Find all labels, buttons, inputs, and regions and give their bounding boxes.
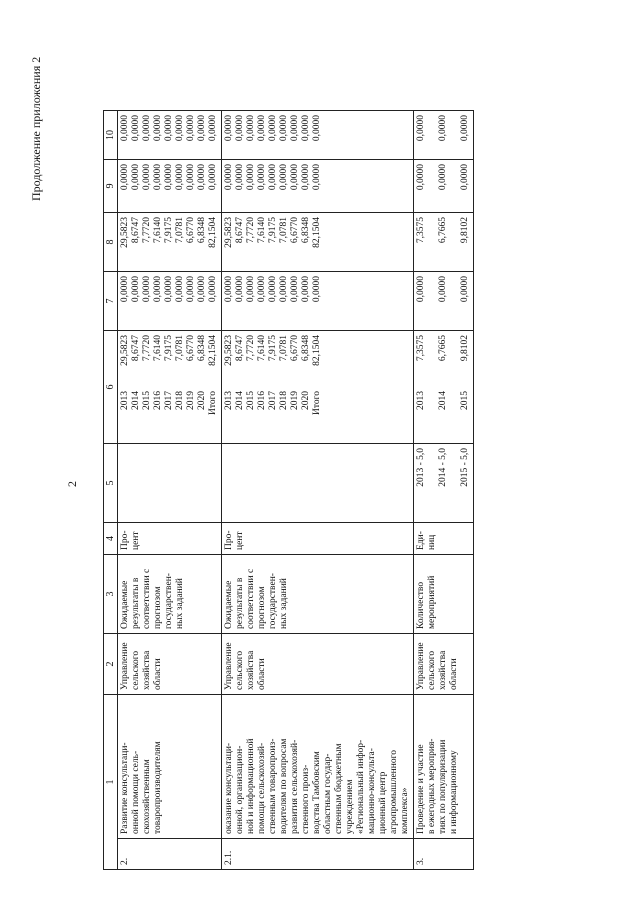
col7-value-line: 0,0000	[460, 276, 470, 303]
total-value-line: 8,6747	[131, 335, 141, 362]
col9-value-line: 0,0000	[164, 164, 174, 191]
year-line: 2020	[197, 391, 207, 410]
executor-line: области	[153, 658, 163, 690]
col10-value	[118, 111, 222, 160]
year-line: 2018	[279, 391, 289, 410]
col9-value-line: 0,0000	[416, 164, 426, 191]
total-value-line: 8,6747	[235, 335, 245, 362]
col8-value-line: 6,6770	[186, 217, 196, 244]
header-row	[104, 111, 118, 870]
col8-value-line: 6,8348	[301, 217, 311, 244]
unit	[118, 523, 222, 555]
activity-name-line: онной помощи сель-	[131, 750, 141, 834]
table-row	[118, 111, 222, 870]
col7-value-line: 0,0000	[301, 276, 311, 303]
year-line: 2013	[416, 391, 426, 410]
activity-name-line: учреждением	[345, 779, 355, 834]
year-line: 2014	[438, 391, 448, 410]
year-line: 2019	[186, 391, 196, 410]
header-cell: 9	[104, 160, 118, 213]
col7-value-line: 0,0000	[164, 276, 174, 303]
activity-name-line: ственного произ-	[301, 764, 311, 834]
indicator-line: Количество	[416, 581, 426, 629]
total-value-line: 7,0781	[279, 335, 289, 362]
col9-value-line: 0,0000	[142, 164, 152, 191]
indicator-line: Ожидаемые	[224, 580, 234, 629]
col10-value-line: 0,0000	[235, 115, 245, 142]
total-value-line: 7,7720	[246, 335, 256, 362]
unit-line: Еди-	[416, 531, 426, 550]
year-line: 2016	[153, 391, 163, 410]
executor-line: Управление	[416, 642, 426, 690]
col8-value-line: 7,6140	[153, 217, 163, 244]
year-line: 2019	[290, 391, 300, 410]
year	[414, 387, 474, 444]
unit	[222, 523, 414, 555]
col7-value-line: 0,0000	[257, 276, 267, 303]
year-line: Итого	[208, 391, 218, 416]
indicator-line: соответствии с	[246, 568, 256, 629]
col10-value-line: 0,0000	[312, 115, 322, 142]
year-line: 2015	[246, 391, 256, 410]
row-number: 2.1.	[222, 839, 414, 870]
col7-value-line: 0,0000	[208, 276, 218, 303]
total-value-line: 7,6140	[153, 335, 163, 362]
col9-value-line: 0,0000	[224, 164, 234, 191]
col10-value-line: 0,0000	[208, 115, 218, 142]
total-value-line: 6,6770	[290, 335, 300, 362]
col7-value-line: 0,0000	[279, 276, 289, 303]
activity-name-line: водителям по вопросам	[279, 738, 289, 834]
col8-value-line	[427, 217, 438, 267]
period-values-line: 2015 - 5,0	[460, 448, 470, 487]
col10-value-line: 0,0000	[197, 115, 207, 142]
table-row	[222, 111, 414, 870]
col9-value	[222, 160, 414, 213]
col8-value-line: 7,9175	[164, 217, 174, 244]
activity-name	[118, 695, 222, 839]
unit-line: цент	[131, 531, 141, 550]
total-value-line: 82,1504	[208, 335, 218, 366]
col10-value-line: 0,0000	[301, 115, 311, 142]
col10-value-line: 0,0000	[186, 115, 196, 142]
col7-value-line: 0,0000	[246, 276, 256, 303]
col7-value-line	[449, 276, 460, 326]
total-value-line: 6,7665	[438, 335, 448, 362]
col9-value-line	[427, 164, 438, 208]
activity-name-line: скохозяйственным	[142, 759, 152, 834]
period-values-line	[449, 448, 460, 518]
unit-line: ниц	[427, 534, 437, 550]
indicator	[222, 555, 414, 634]
col7-value-line: 0,0000	[197, 276, 207, 303]
col7-value	[414, 272, 474, 331]
col7-value-line	[427, 276, 438, 326]
total-value-line: 7,9175	[268, 335, 278, 362]
col10-value-line: 0,0000	[153, 115, 163, 142]
year-line: 2014	[235, 391, 245, 410]
col8-value-line: 7,0781	[175, 217, 185, 244]
program-table	[103, 110, 474, 870]
col7-value-line: 0,0000	[438, 276, 448, 303]
indicator-line: ных заданий	[175, 578, 185, 629]
col8-value	[118, 213, 222, 272]
executor-line: сельского	[131, 650, 141, 690]
executor	[118, 634, 222, 695]
col7-value-line: 0,0000	[120, 276, 130, 303]
header-cell: 3	[104, 555, 118, 634]
activity-name-line: областным государ-	[323, 753, 333, 834]
indicator-line: соответствии с	[142, 568, 152, 629]
executor-line: сельского	[427, 650, 437, 690]
total-value-line: 7,0781	[175, 335, 185, 362]
year-line: 2017	[164, 391, 174, 410]
activity-name-line: Развитие консультаци-	[120, 742, 130, 834]
activity-name	[414, 695, 474, 839]
executor-line: хозяйства	[142, 650, 152, 690]
col8-value-line: 29,5823	[120, 217, 130, 248]
activity-name-line: товаропроизводителям	[153, 741, 163, 834]
total-value	[222, 331, 414, 388]
activity-name-line: в ежегодных мероприя-	[427, 738, 437, 834]
col8-value-line: 82,1504	[208, 217, 218, 248]
total-value	[414, 331, 474, 388]
total-value-line	[427, 335, 438, 383]
col8-value-line: 29,5823	[224, 217, 234, 248]
total-value-line: 6,8348	[301, 335, 311, 362]
total-value-line: 7,9175	[164, 335, 174, 362]
col10-value	[414, 111, 474, 160]
col8-value-line: 9,8102	[460, 217, 470, 244]
col9-value-line: 0,0000	[301, 164, 311, 191]
col9-value-line: 0,0000	[460, 164, 470, 191]
col7-value-line: 0,0000	[224, 276, 234, 303]
activity-name-line: Проведение и участие	[416, 744, 426, 834]
col9-value-line: 0,0000	[257, 164, 267, 191]
header-cell: 2	[104, 634, 118, 695]
total-value-line: 29,5823	[120, 335, 130, 366]
total-value	[118, 331, 222, 388]
total-value-line: 29,5823	[224, 335, 234, 366]
year-line: 2018	[175, 391, 185, 410]
col10-value-line	[427, 115, 438, 155]
col9-value-line: 0,0000	[186, 164, 196, 191]
col9-value-line: 0,0000	[290, 164, 300, 191]
col10-value-line: 0,0000	[290, 115, 300, 142]
row-number: 3.	[414, 839, 474, 870]
year	[222, 387, 414, 444]
col9-value-line: 0,0000	[268, 164, 278, 191]
indicator	[414, 555, 474, 634]
col9-value	[118, 160, 222, 213]
indicator-line: прогнозом	[257, 586, 267, 629]
executor	[414, 634, 474, 695]
year-line: 2015	[142, 391, 152, 410]
activity-name-line: ственным бюджетным	[334, 743, 344, 834]
activity-name-line: «Региональный инфор-	[356, 739, 366, 834]
unit-line: цент	[235, 531, 245, 550]
col10-value-line	[449, 115, 460, 155]
col9-value-line: 0,0000	[208, 164, 218, 191]
col8-value-line: 6,6770	[290, 217, 300, 244]
col7-value-line: 0,0000	[153, 276, 163, 303]
col8-value	[414, 213, 474, 272]
total-value-line: 82,1504	[312, 335, 322, 366]
col7-value-line: 0,0000	[268, 276, 278, 303]
activity-name-line: агропромышленного	[389, 749, 399, 834]
activity-name-line: и информационному	[449, 750, 459, 834]
header-cell: 8	[104, 213, 118, 272]
indicator-line: государствен-	[268, 573, 278, 629]
executor-line: сельского	[235, 650, 245, 690]
col8-value-line: 7,7720	[142, 217, 152, 244]
activity-name-line: ственным товаропроиз-	[268, 738, 278, 834]
header-cell: 7	[104, 272, 118, 331]
total-value-line: 6,8348	[197, 335, 207, 362]
col10-value-line: 0,0000	[164, 115, 174, 142]
col10-value-line: 0,0000	[142, 115, 152, 142]
indicator-line: ных заданий	[279, 578, 289, 629]
unit-line: Про-	[120, 530, 130, 550]
activity-name-line: оказание консультаци-	[224, 742, 234, 834]
period-values-line	[427, 448, 438, 518]
col9-value-line: 0,0000	[120, 164, 130, 191]
total-value-line: 6,6770	[186, 335, 196, 362]
year-line: 2013	[120, 391, 130, 410]
indicator-line: государствен-	[164, 573, 174, 629]
col8-value-line	[449, 217, 460, 267]
activity-name-line: онной, организацион-	[235, 745, 245, 834]
activity-name-line: развития сельскохозяй-	[290, 739, 300, 834]
indicator-line: прогнозом	[153, 586, 163, 629]
year-line: 2020	[301, 391, 311, 410]
year-line: 2017	[268, 391, 278, 410]
col10-value-line: 0,0000	[224, 115, 234, 142]
col10-value-line: 0,0000	[257, 115, 267, 142]
col8-value-line: 8,6747	[131, 217, 141, 244]
total-value-line: 7,3575	[416, 335, 426, 362]
col7-value	[222, 272, 414, 331]
col10-value-line: 0,0000	[131, 115, 141, 142]
col7-value-line: 0,0000	[175, 276, 185, 303]
period-values-line: 2014 - 5,0	[438, 448, 448, 487]
col10-value	[222, 111, 414, 160]
activity-name-line: тиях по популяризации	[438, 739, 448, 834]
col9-value-line	[449, 164, 460, 208]
year	[118, 387, 222, 444]
period-values	[118, 444, 222, 523]
col10-value-line: 0,0000	[120, 115, 130, 142]
header-cell: 1	[104, 695, 118, 870]
header-cell: 5	[104, 444, 118, 523]
executor-line: области	[257, 658, 267, 690]
activity-name-line: помощи сельскохозяй-	[257, 742, 267, 834]
col8-value-line: 8,6747	[235, 217, 245, 244]
header-cell: 4	[104, 523, 118, 555]
continuation-title: Продолжение приложения 2	[29, 56, 43, 201]
indicator-line: Ожидаемые	[120, 580, 130, 629]
col7-value-line: 0,0000	[416, 276, 426, 303]
col7-value-line: 0,0000	[186, 276, 196, 303]
activity-name	[222, 695, 414, 839]
table-row	[414, 111, 474, 870]
unit	[414, 523, 474, 555]
executor-line: области	[449, 658, 459, 690]
col7-value	[118, 272, 222, 331]
year-line: 2014	[131, 391, 141, 410]
executor-line: Управление	[224, 642, 234, 690]
col8-value-line: 6,7665	[438, 217, 448, 244]
col9-value-line: 0,0000	[438, 164, 448, 191]
col9-value-line: 0,0000	[197, 164, 207, 191]
col7-value-line: 0,0000	[290, 276, 300, 303]
period-values-line: 2013 - 5,0	[416, 448, 426, 487]
unit-line: Про-	[224, 530, 234, 550]
col7-value-line: 0,0000	[235, 276, 245, 303]
col9-value-line: 0,0000	[246, 164, 256, 191]
indicator-line: мероприятий	[427, 575, 437, 629]
col10-value-line: 0,0000	[460, 115, 470, 142]
col10-value-line: 0,0000	[268, 115, 278, 142]
activity-name-line: ной и информационной	[246, 738, 256, 834]
year-line: 2015	[460, 391, 470, 410]
col10-value-line: 0,0000	[246, 115, 256, 142]
activity-name-line: водства Тамбовским	[312, 751, 322, 834]
indicator	[118, 555, 222, 634]
executor-line: хозяйства	[246, 650, 256, 690]
year-line	[427, 391, 438, 439]
col8-value-line: 7,0781	[279, 217, 289, 244]
executor-line: Управление	[120, 642, 130, 690]
col8-value-line: 7,6140	[257, 217, 267, 244]
col9-value-line: 0,0000	[175, 164, 185, 191]
col8-value-line: 6,8348	[197, 217, 207, 244]
col7-value-line: 0,0000	[131, 276, 141, 303]
period-values	[414, 444, 474, 523]
executor-line: хозяйства	[438, 650, 448, 690]
col8-value-line: 7,3575	[416, 217, 426, 244]
col8-value-line: 7,9175	[268, 217, 278, 244]
year-line: 2013	[224, 391, 234, 410]
total-value-line	[449, 335, 460, 383]
total-value-line: 9,8102	[460, 335, 470, 362]
col9-value-line: 0,0000	[279, 164, 289, 191]
col7-value-line: 0,0000	[312, 276, 322, 303]
col7-value-line: 0,0000	[142, 276, 152, 303]
col10-value-line: 0,0000	[438, 115, 448, 142]
activity-name-line: мационно-консульта-	[367, 748, 377, 834]
col8-value-line: 82,1504	[312, 217, 322, 248]
total-value-line: 7,6140	[257, 335, 267, 362]
total-value-line: 7,7720	[142, 335, 152, 362]
col9-value-line: 0,0000	[235, 164, 245, 191]
indicator-line: результаты в	[131, 577, 141, 629]
col9-value-line: 0,0000	[312, 164, 322, 191]
col10-value-line: 0,0000	[175, 115, 185, 142]
year-line: Итого	[312, 391, 322, 416]
col10-value-line: 0,0000	[279, 115, 289, 142]
row-number: 2.	[118, 839, 222, 870]
header-cell: 10	[104, 111, 118, 160]
year-line: 2016	[257, 391, 267, 410]
indicator-line: результаты в	[235, 577, 245, 629]
col10-value-line: 0,0000	[416, 115, 426, 142]
year-line	[449, 391, 460, 439]
page-number: 2	[65, 481, 79, 487]
col9-value	[414, 160, 474, 213]
col9-value-line: 0,0000	[131, 164, 141, 191]
col8-value	[222, 213, 414, 272]
activity-name-line: ционный центр	[378, 771, 388, 834]
period-values	[222, 444, 414, 523]
activity-name-line: комплекса»	[400, 787, 410, 834]
executor	[222, 634, 414, 695]
header-cell: 6	[104, 331, 118, 444]
col8-value-line: 7,7720	[246, 217, 256, 244]
col9-value-line: 0,0000	[153, 164, 163, 191]
